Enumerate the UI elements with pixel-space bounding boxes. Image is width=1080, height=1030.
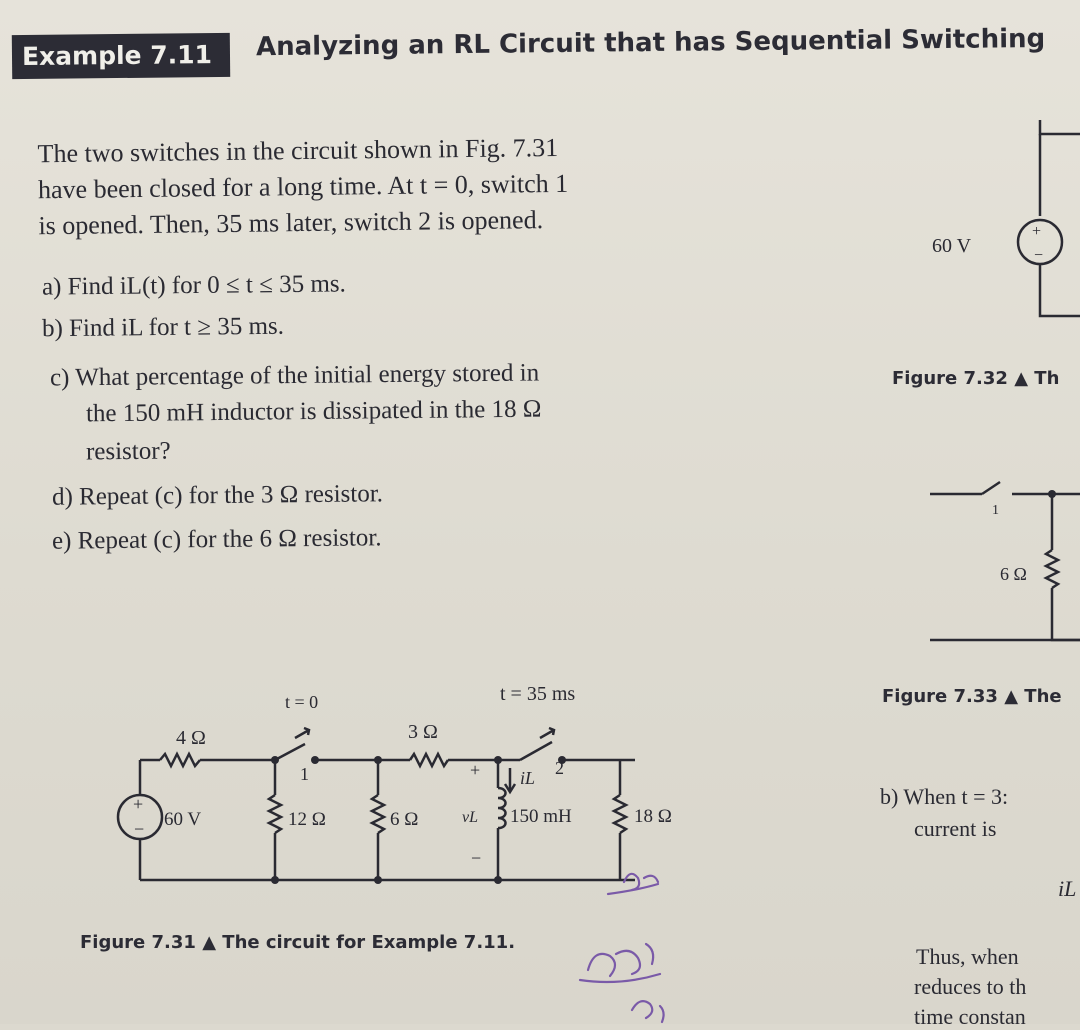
resistor-3ohm	[410, 754, 448, 766]
question-c: c) What percentage of the initial energy stored in	[49, 359, 540, 392]
fig732-source-label: 60 V	[932, 235, 972, 257]
inductor-minus: −	[471, 848, 482, 868]
label-6ohm: 6 Ω	[390, 809, 419, 830]
label-4ohm: 4 Ω	[176, 727, 206, 749]
switch-2	[520, 742, 552, 760]
fig733-switch-label: 1	[992, 503, 999, 518]
figure-7-33-fragment	[920, 470, 1080, 660]
handwriting-scribble	[560, 860, 700, 1024]
problem-statement	[37, 128, 738, 245]
question-c-line2: the 150 mH inductor is dissipated in the 18 Ω	[85, 395, 542, 428]
label-18ohm: 18 Ω	[634, 806, 672, 827]
figure-7-31-caption: Figure 7.31 ▲ The circuit for Example 7.11.	[80, 932, 516, 953]
figure-7-32-caption: Figure 7.32 ▲ Th	[892, 368, 1060, 389]
example-tag: Example 7.11	[12, 33, 230, 79]
il-label: iL	[1058, 876, 1077, 901]
switch2-time: t = 35 ms	[500, 683, 576, 705]
label-switch2: 2	[555, 758, 564, 778]
source-minus: −	[134, 819, 145, 839]
resistor-12ohm	[269, 795, 281, 833]
fig732-plus: +	[1032, 223, 1042, 240]
question-d: d) Repeat (c) for the 3 Ω resistor.	[51, 480, 384, 511]
example-title: Analyzing an RL Circuit that has Sequential Switching	[255, 23, 1046, 63]
question-b: b) Find iL for t ≥ 35 ms.	[41, 312, 285, 343]
switch1-time: t = 0	[285, 692, 319, 712]
figure-7-33-caption: Figure 7.33 ▲ The	[882, 686, 1062, 707]
problem-line: is opened. Then, 35 ms later, switch 2 is opened.	[38, 205, 544, 241]
label-source: 60 V	[164, 809, 202, 830]
part-b-line1: b) When t = 3:	[880, 784, 1009, 809]
thus-line2: reduces to th	[914, 974, 1027, 999]
label-3ohm: 3 Ω	[408, 721, 438, 743]
thus-line1: Thus, when	[916, 944, 1019, 969]
figure-7-32-fragment	[920, 120, 1080, 330]
label-vl: vL	[462, 809, 478, 826]
problem-line: The two switches in the circuit shown in Fig. 7.31	[37, 132, 559, 169]
fig733-resistor-label: 6 Ω	[1000, 564, 1027, 584]
resistor-4ohm	[160, 754, 200, 766]
resistor-18ohm	[614, 795, 626, 833]
question-e: e) Repeat (c) for the 6 Ω resistor.	[51, 524, 382, 555]
inductor-plus: +	[470, 760, 481, 780]
part-b-line2: current is	[914, 816, 997, 841]
question-a: a) Find iL(t) for 0 ≤ t ≤ 35 ms.	[41, 270, 346, 301]
thus-line3: time constan	[914, 1004, 1026, 1029]
label-switch1: 1	[300, 764, 309, 784]
question-c-line3: resistor?	[85, 437, 171, 466]
switch-1	[275, 744, 305, 760]
fig732-minus: −	[1034, 247, 1044, 264]
label-150mh: 150 mH	[510, 806, 572, 827]
problem-line: have been closed for a long time. At t = 0, switch 1	[37, 168, 569, 205]
inductor-150mh	[498, 788, 506, 828]
source-plus: +	[133, 794, 144, 814]
resistor-6ohm	[372, 795, 384, 833]
label-12ohm: 12 Ω	[288, 809, 326, 830]
label-il: iL	[520, 768, 536, 788]
